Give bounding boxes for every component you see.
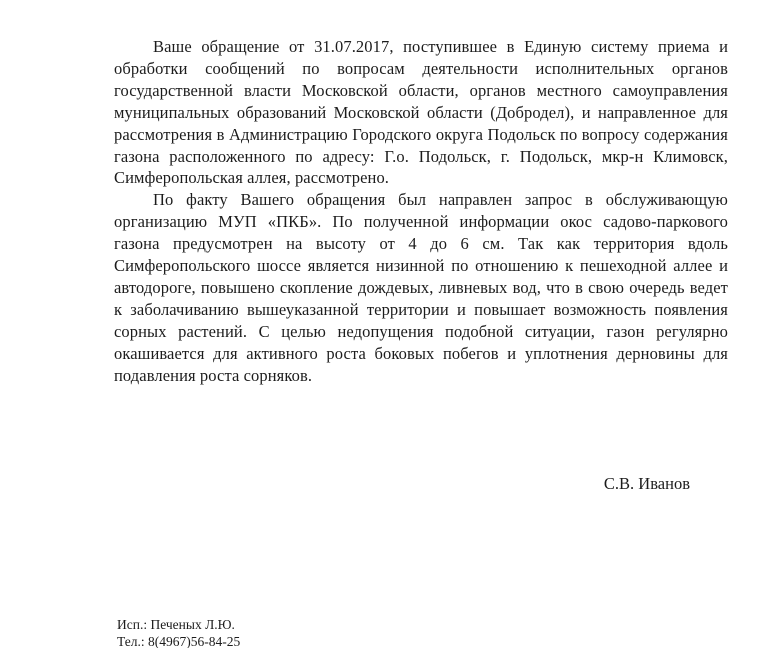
phone-line: Тел.: 8(4967)56-84-25 <box>117 634 241 648</box>
letter-body <box>114 36 728 387</box>
letter-footer <box>117 616 240 648</box>
signature-name: С.В. Иванов <box>603 474 690 493</box>
letter-paragraph-2: По факту Вашего обращения был направлен запрос в обслуживающую организацию МУП «ПКБ». По полученной информации окос садово-паркового газона предусмотрен на высоту от 4 до 6 см. Так как территория вдоль Симферопольского шоссе является низинной по отношению к пешеходной аллее и автодороге, повышено скопление дождевых, ливневых вод, что в свою очередь ведет к заболачиванию вышеуказанной территории и повышает возможность появления сорных растений. С целью недопущения подобной ситуации, газон регулярно окашивается для активного роста боковых побегов и уплотнения дерновины для подавления роста сорняков. <box>114 190 728 385</box>
letter-paragraph-1: Ваше обращение от 31.07.2017, поступившее в Единую систему приема и обработки сообщений по вопросам деятельности исполнительных органов государственной власти Московской области, органов местного самоуправления муниципальных образований Московской области (Добродел), и направленное для рассмотрения в Администрацию Городского округа Подольск по вопросу содержания газона расположенного по адресу: Г.о. Подольск, г. Подольск, мкр-н Климовск, Симферопольская аллея, рассмотрено. <box>114 37 728 188</box>
executor-line: Исп.: Печеных Л.Ю. <box>117 617 235 632</box>
